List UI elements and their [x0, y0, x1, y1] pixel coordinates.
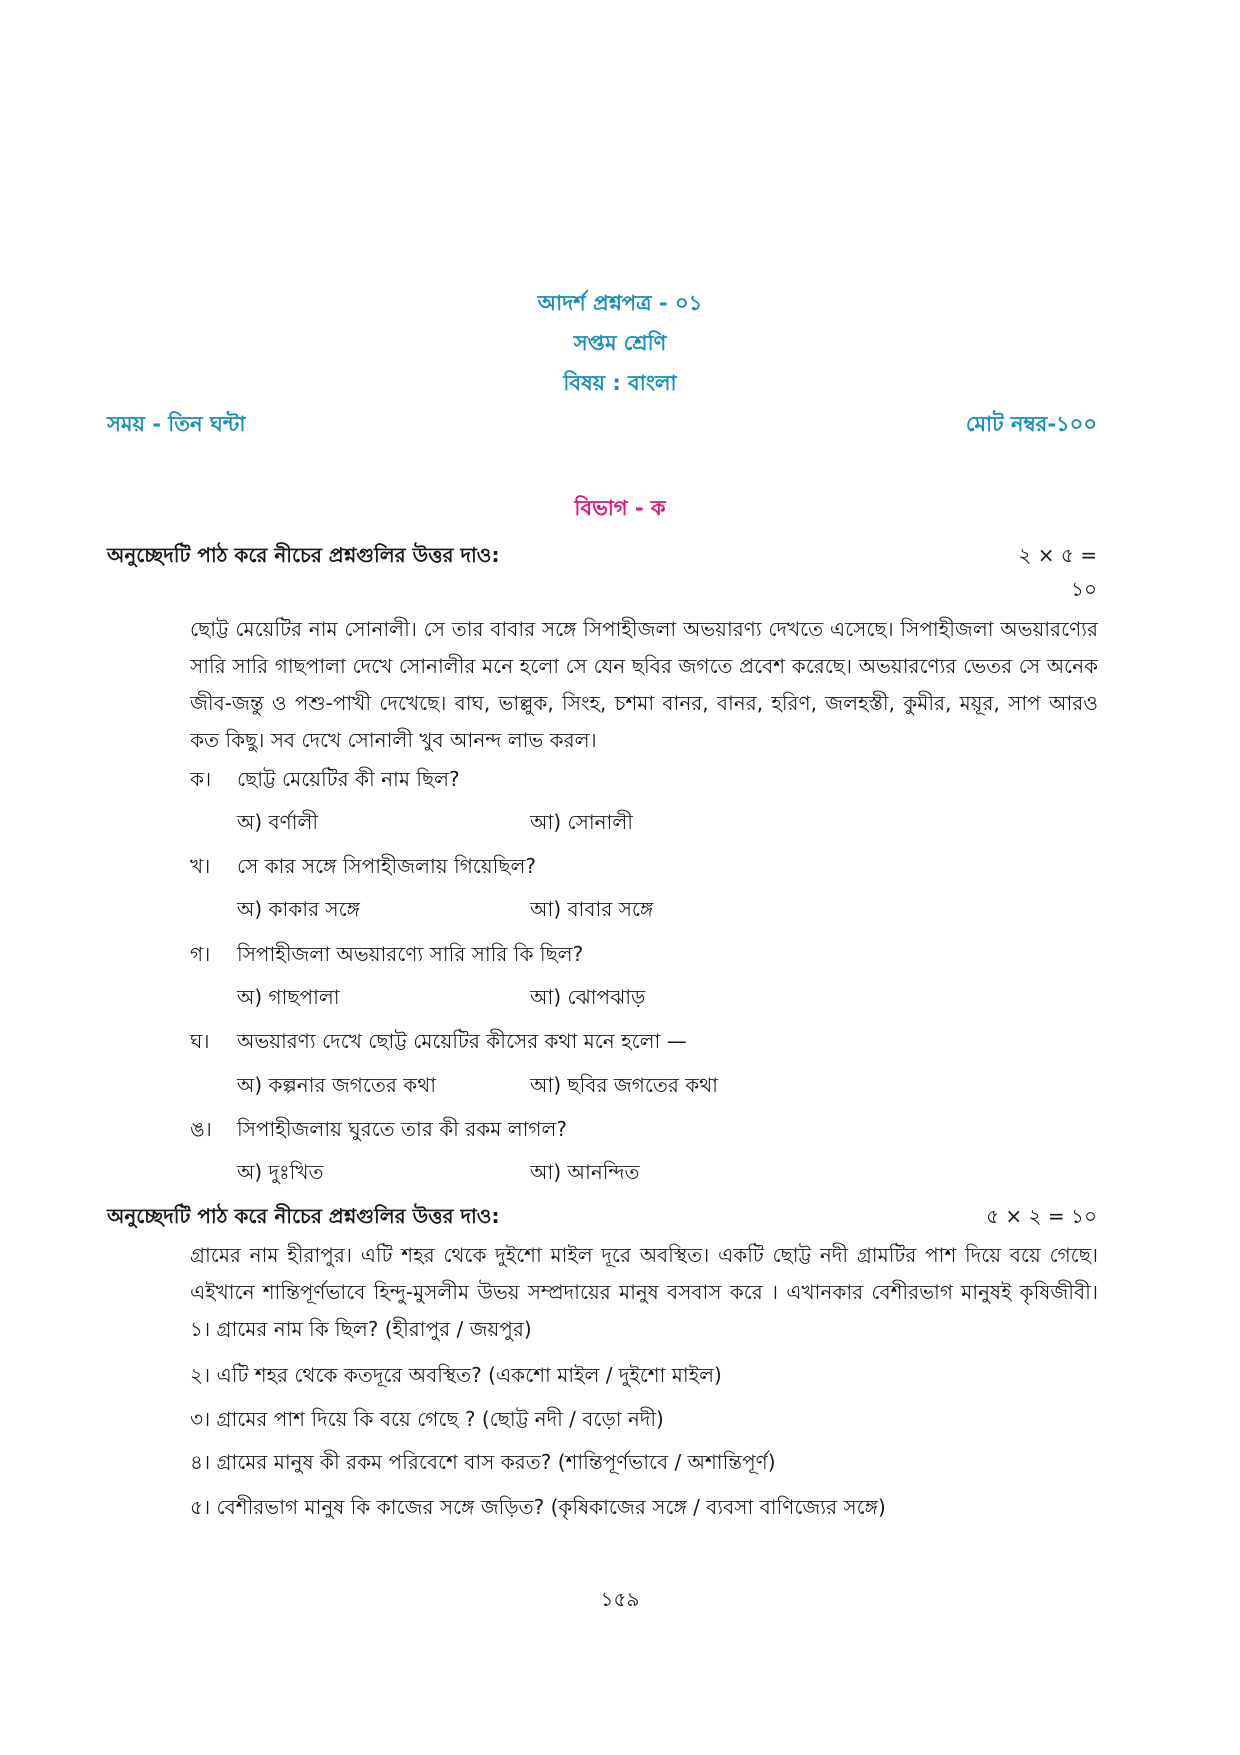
part2-marks: ৫ × ২ = ১০ [986, 1204, 1097, 1228]
question-label: ঘ। [190, 1029, 210, 1053]
option-a: অ) কাকার সঙ্গে [237, 897, 360, 921]
subject-title: বিষয় : বাংলা [563, 371, 677, 395]
question-text: ছোট্ট মেয়েটির কী নাম ছিল? [237, 767, 460, 791]
part2-question-2: ২। এটি শহর থেকে কতদূরে অবস্থিত? (একশো মাইল / দুইশো মাইল) [190, 1363, 722, 1387]
question-label: ক। [190, 767, 212, 791]
option-a: অ) দুঃখিত [237, 1160, 324, 1184]
part1-marks: ২ × ৫ = [1018, 543, 1097, 567]
question-4 [190, 1027, 687, 1060]
part1-passage: ছোট্ট মেয়েটির নাম সোনালী। সে তার বাবার সঙ্গে সিপাহীজলা অভয়ারণ্য দেখতে এসেছে। সিপাহীজলা অভয়ারণ্যের সারি সারি গাছপালা দেখে সোনালীর মনে হলো সে যেন ছবির জগতে প্রবেশ করেছে। অভয়ারণ্যের ভেতর সে অনেক জীব-জন্তু ও পশু-পাখী দেখেছে। বাঘ, ভাল্লুক, সিংহ, চশমা বানর, বানর, হরিণ, জলহস্তী, কুমীর, ময়ূর, সাপ আরও কত কিছু। সব দেখে সোনালী খুব আনন্দ লাভ করল। [190, 617, 1098, 752]
class-title: সপ্তম শ্রেণি [573, 331, 667, 355]
section-title: বিভাগ - ক [574, 496, 666, 520]
part2-question-4: ৪। গ্রামের মানুষ কী রকম পরিবেশে বাস করত? (শান্তিপূর্ণভাবে / অশান্তিপূর্ণ) [190, 1450, 776, 1474]
question-label: খ। [190, 854, 211, 878]
question-text: সিপাহীজলা অভয়ারণ্যে সারি সারি কি ছিল? [237, 942, 584, 966]
option-b: আ) বাবার সঙ্গে [530, 897, 654, 921]
paper-title: আদর্শ প্রশ্নপত্র - ০১ [537, 291, 703, 315]
question-label: গ। [190, 942, 211, 966]
time-label: সময় - তিন ঘন্টা [107, 412, 246, 436]
option-b: আ) আনন্দিত [530, 1160, 640, 1184]
part2-question-3: ৩। গ্রামের পাশ দিয়ে কি বয়ে গেছে ? (ছোট্ট নদী / বড়ো নদী) [190, 1407, 664, 1431]
part2-question-5: ৫। বেশীরভাগ মানুষ কি কাজের সঙ্গে জড়িত? (কৃষিকাজের সঙ্গে / ব্যবসা বাণিজ্যের সঙ্গে) [190, 1495, 886, 1519]
part2-instruction: অনুচ্ছেদটি পাঠ করে নীচের প্রশ্নগুলির উত্তর দাও: [107, 1204, 500, 1228]
total-marks-label: মোট নম্বর-১০০ [965, 412, 1097, 436]
question-text: অভয়ারণ্য দেখে ছোট্ট মেয়েটির কীসের কথা মনে হলো — [237, 1029, 687, 1053]
question-label: ঙ। [190, 1117, 212, 1141]
option-a: অ) বর্ণালী [237, 810, 319, 834]
question-1 [190, 765, 460, 798]
part1-marks-total: ১০ [1071, 577, 1097, 601]
option-a: অ) গাছপালা [237, 985, 340, 1009]
question-text: সিপাহীজলায় ঘুরতে তার কী রকম লাগল? [237, 1117, 568, 1141]
option-b: আ) সোনালী [530, 810, 633, 834]
part1-instruction: অনুচ্ছেদটি পাঠ করে নীচের প্রশ্নগুলির উত্তর দাও: [107, 543, 500, 567]
option-b: আ) ঝোপঝাড় [530, 985, 646, 1009]
question-2 [190, 852, 536, 885]
page-number: ১৫৯ [600, 1587, 640, 1611]
question-5 [190, 1115, 567, 1148]
option-b: আ) ছবির জগতের কথা [530, 1073, 718, 1097]
question-text: সে কার সঙ্গে সিপাহীজলায় গিয়েছিল? [237, 854, 536, 878]
question-3 [190, 940, 583, 973]
option-a: অ) কল্পনার জগতের কথা [237, 1073, 436, 1097]
part2-passage: গ্রামের নাম হীরাপুর। এটি শহর থেকে দুইশো মাইল দূরে অবস্থিত। একটি ছোট্ট নদী গ্রামটির পাশ দিয়ে বয়ে গেছে। এইখানে শান্তিপূর্ণভাবে হিন্দু-মুসলীম উভয় সম্প্রদায়ের মানুষ বসবাস করে । এখানকার বেশীরভাগ মানুষই কৃষিজীবী। ১। গ্রামের নাম কি ছিল? (হীরাপুর / জয়পুর) [190, 1243, 1098, 1341]
